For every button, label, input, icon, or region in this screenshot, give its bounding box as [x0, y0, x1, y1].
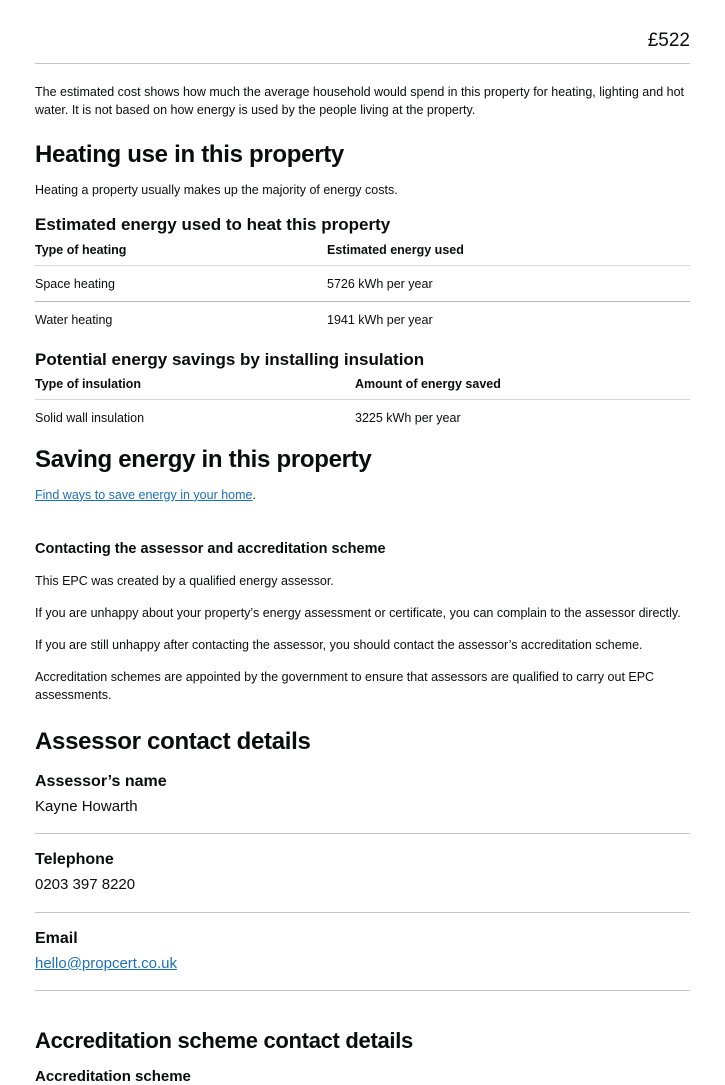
column-header-amount-of-energy-saved: Amount of energy saved	[355, 375, 690, 400]
estimated-cost-value: £522	[647, 30, 690, 51]
table-header-row	[35, 241, 690, 266]
contacting-paragraph: If you are still unhappy after contacting the assessor, you should contact the assessor’s accreditation scheme.	[35, 638, 643, 653]
assessor-email-link[interactable]: hello@propcert.co.uk	[35, 954, 177, 972]
save-energy-link[interactable]: Find ways to save energy in your home	[35, 487, 253, 502]
accreditation-contact-title: Accreditation scheme contact details	[35, 1027, 413, 1053]
cell-heating-type: Water heating	[35, 312, 113, 327]
energy-used-table	[35, 241, 690, 337]
cell-energy-used: 5726 kWh per year	[327, 265, 690, 301]
cell-energy-used: 1941 kWh per year	[327, 312, 433, 327]
divider	[35, 63, 690, 64]
saving-energy-paragraph	[35, 486, 690, 504]
certificate-page	[0, 30, 725, 1085]
email-field	[35, 929, 690, 991]
divider	[35, 912, 690, 913]
heating-intro: Heating a property usually makes up the majority of energy costs.	[35, 183, 398, 198]
telephone-field	[35, 850, 690, 912]
assessor-name-field	[35, 772, 690, 834]
telephone-value: 0203 397 8220	[35, 876, 136, 894]
cell-heating-type: Space heating	[35, 265, 327, 301]
telephone-label: Telephone	[35, 851, 114, 869]
accreditation-scheme-label: Accreditation scheme	[35, 1068, 191, 1085]
divider	[35, 990, 690, 991]
assessor-name-label: Assessor’s name	[35, 772, 167, 790]
column-header-estimated-energy-used: Estimated energy used	[327, 241, 690, 266]
assessor-name-value: Kayne Howarth	[35, 797, 138, 815]
insulation-savings-subtitle: Potential energy savings by installing insulation	[35, 349, 425, 369]
email-label: Email	[35, 929, 78, 947]
contacting-paragraph: Accreditation schemes are appointed by the government to ensure that assessors are qualified to carry out EPC assessments.	[35, 670, 655, 703]
contacting-paragraph: This EPC was created by a qualified energy assessor.	[35, 574, 334, 589]
contacting-assessor-subtitle: Contacting the assessor and accreditation scheme	[35, 540, 386, 557]
link-suffix: .	[252, 487, 256, 502]
table-header-row	[35, 375, 690, 400]
contacting-paragraph: If you are unhappy about your property’s energy assessment or certificate, you can complain to the assessor directly.	[35, 606, 681, 621]
cost-note: The estimated cost shows how much the average household would spend in this property for heating, lighting and hot water. It is not based on how energy is used by the people living at the property.	[35, 85, 685, 117]
column-header-type-of-heating: Type of heating	[35, 241, 327, 266]
insulation-savings-table	[35, 375, 690, 435]
cell-energy-saved: 3225 kWh per year	[355, 411, 461, 426]
column-header-type-of-insulation: Type of insulation	[35, 375, 355, 400]
assessor-contact-title: Assessor contact details	[35, 728, 311, 756]
cell-insulation-type: Solid wall insulation	[35, 411, 145, 426]
divider	[35, 833, 690, 834]
heating-use-title: Heating use in this property	[35, 141, 344, 168]
table-row	[35, 265, 690, 301]
saving-energy-title: Saving energy in this property	[35, 446, 372, 474]
energy-used-subtitle: Estimated energy used to heat this property	[35, 215, 391, 235]
table-row	[35, 301, 690, 337]
table-row	[35, 400, 690, 436]
